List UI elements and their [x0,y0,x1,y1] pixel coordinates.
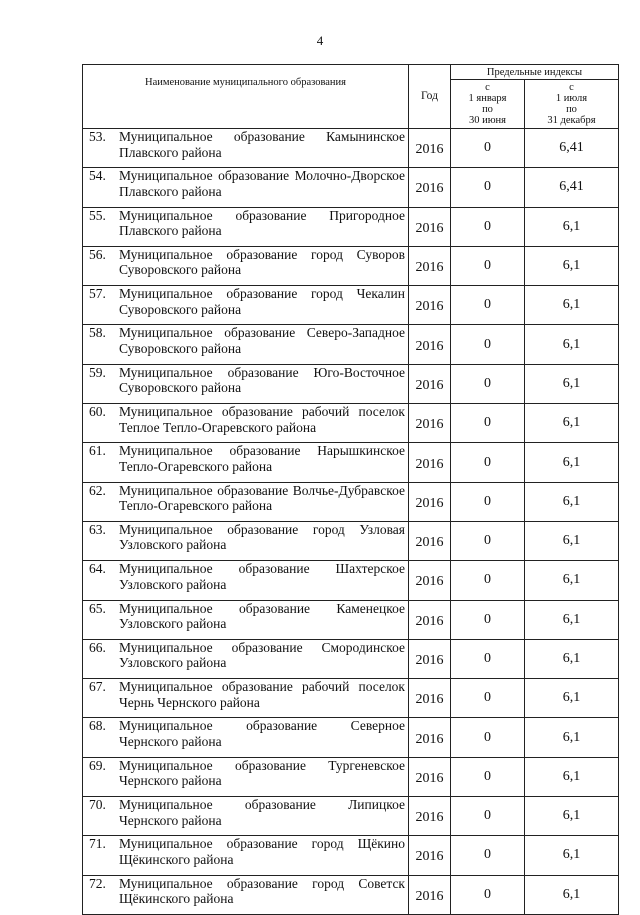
municipality-name: Муниципальное образование город Узловая Узловского района [119,521,405,553]
index-period-2-cell: 6,1 [525,482,619,521]
index-period-1-cell: 0 [451,679,525,718]
index-period-2-cell: 6,1 [525,836,619,875]
index-period-2-cell: 6,1 [525,207,619,246]
tariff-index-table [82,64,619,915]
index-period-2-cell: 6,1 [525,797,619,836]
year-cell: 2016 [409,797,451,836]
municipality-cell [83,207,409,246]
municipality-name: Муниципальное образование Волчье-Дубравское Тепло-Огаревского района [119,482,405,514]
index-period-2-cell: 6,41 [525,129,619,168]
row-number: 54. [89,168,106,184]
year-cell: 2016 [409,443,451,482]
year-cell: 2016 [409,246,451,285]
index-period-2-cell: 6,1 [525,364,619,403]
municipality-name: Муниципальное образование рабочий поселок Теплое Тепло-Огаревского района [119,404,405,435]
index-period-2-cell: 6,1 [525,757,619,796]
municipality-cell [83,836,409,875]
municipality-cell [83,561,409,600]
municipality-cell [83,168,409,207]
municipality-name: Муниципальное образование Молочно-Дворское Плавского района [119,168,405,199]
municipality-cell [83,875,409,914]
index-period-1-cell: 0 [451,718,525,757]
table-row [83,325,619,364]
table-row [83,836,619,875]
index-period-2-cell: 6,1 [525,639,619,678]
year-cell: 2016 [409,600,451,639]
index-period-1-cell: 0 [451,207,525,246]
header-period-1-line: 30 июня [468,115,507,126]
index-period-1-cell: 0 [451,482,525,521]
table-row [83,875,619,914]
year-cell: 2016 [409,325,451,364]
municipality-name: Муниципальное образование Нарышкинское Тепло-Огаревского района [119,443,405,474]
municipality-cell [83,325,409,364]
page-number: 4 [316,33,324,48]
municipality-cell [83,246,409,285]
index-period-1-cell: 0 [451,443,525,482]
table-row [83,797,619,836]
index-period-2-cell: 6,1 [525,246,619,285]
row-number: 72. [89,875,106,891]
row-number: 71. [89,836,106,852]
row-number: 61. [89,443,106,459]
municipality-name: Муниципальное образование город Щёкино Щёкинского района [119,836,405,867]
index-period-2-cell: 6,41 [525,168,619,207]
municipality-name: Муниципальное образование город Чекалин Суворовского района [119,286,405,317]
table-row [83,168,619,207]
municipality-cell [83,286,409,325]
row-number: 62. [89,482,106,498]
table-row [83,129,619,168]
index-period-1-cell: 0 [451,600,525,639]
municipality-cell [83,679,409,718]
year-cell: 2016 [409,286,451,325]
year-cell: 2016 [409,679,451,718]
municipality-name: Муниципальное образование Северное Чернского района [119,718,405,749]
index-period-2-cell: 6,1 [525,679,619,718]
index-period-1-cell: 0 [451,364,525,403]
index-period-2-cell: 6,1 [525,404,619,443]
table-row [83,404,619,443]
row-number: 64. [89,561,106,577]
table-row [83,718,619,757]
index-period-2-cell: 6,1 [525,325,619,364]
municipality-name: Муниципальное образование рабочий поселок Чернь Чернского района [119,679,405,710]
municipality-cell [83,364,409,403]
year-cell: 2016 [409,718,451,757]
municipality-name: Муниципальное образование Камынинское Плавского района [119,129,405,160]
index-period-2-cell: 6,1 [525,521,619,560]
municipality-name: Муниципальное образование Шахтерское Узловского района [119,561,405,592]
year-cell: 2016 [409,836,451,875]
municipality-cell [83,521,409,560]
row-number: 66. [89,639,106,655]
header-year: Год [409,65,451,129]
municipality-cell [83,797,409,836]
year-cell: 2016 [409,561,451,600]
header-period-2-line: по [566,104,577,115]
table-row [83,443,619,482]
year-cell: 2016 [409,168,451,207]
index-period-1-cell: 0 [451,561,525,600]
row-number: 60. [89,404,106,420]
municipality-name: Муниципальное образование Юго-Восточное Суворовского района [119,364,405,396]
year-cell: 2016 [409,639,451,678]
municipality-name: Муниципальное образование Каменецкое Узловского района [119,600,405,632]
municipality-cell [83,443,409,482]
row-number: 70. [89,797,106,813]
index-period-2-cell: 6,1 [525,443,619,482]
header-period-2 [525,80,619,129]
header-period-1 [451,80,525,129]
municipality-name: Муниципальное образование Липицкое Чернского района [119,797,405,828]
index-period-1-cell: 0 [451,404,525,443]
municipality-cell [83,757,409,796]
municipality-name: Муниципальное образование город Суворов Суворовского района [119,246,405,278]
index-period-1-cell: 0 [451,836,525,875]
header-period-2-line: с [569,82,574,93]
table-row [83,600,619,639]
index-period-2-cell: 6,1 [525,718,619,757]
municipality-cell [83,600,409,639]
table-row [83,679,619,718]
year-cell: 2016 [409,207,451,246]
row-number: 69. [89,757,106,773]
index-period-1-cell: 0 [451,325,525,364]
row-number: 63. [89,521,106,537]
index-period-1-cell: 0 [451,286,525,325]
municipality-cell [83,718,409,757]
municipality-cell [83,404,409,443]
index-period-1-cell: 0 [451,168,525,207]
index-period-1-cell: 0 [451,757,525,796]
header-row [83,65,619,80]
header-period-2-line: 1 июля [555,93,588,104]
table-row [83,207,619,246]
index-period-1-cell: 0 [451,521,525,560]
header-name: Наименование муниципального образования [83,65,409,129]
row-number: 53. [89,129,106,144]
table-row [83,286,619,325]
municipality-name: Муниципальное образование город Советск Щёкинского района [119,875,405,907]
row-number: 58. [89,325,106,341]
table-row [83,482,619,521]
table-row [83,757,619,796]
index-period-1-cell: 0 [451,129,525,168]
municipality-name: Муниципальное образование Смородинское Узловского района [119,639,405,671]
header-indexes: Предельные индексы [451,65,619,80]
municipality-cell [83,129,409,168]
header-period-1-line: 1 января [468,93,507,104]
year-cell: 2016 [409,757,451,796]
header-period-2-line: 31 декабря [547,115,596,126]
index-period-1-cell: 0 [451,875,525,914]
row-number: 59. [89,364,106,380]
table-row [83,561,619,600]
municipality-cell [83,482,409,521]
index-period-2-cell: 6,1 [525,286,619,325]
table-row [83,521,619,560]
municipality-name: Муниципальное образование Пригородное Плавского района [119,207,405,239]
index-period-2-cell: 6,1 [525,600,619,639]
row-number: 55. [89,207,106,223]
header-period-1-line: с [485,82,490,93]
year-cell: 2016 [409,129,451,168]
table-body [83,129,619,915]
municipality-cell [83,639,409,678]
year-cell: 2016 [409,875,451,914]
row-number: 57. [89,286,106,302]
row-number: 67. [89,679,106,695]
index-period-1-cell: 0 [451,639,525,678]
index-period-2-cell: 6,1 [525,561,619,600]
year-cell: 2016 [409,521,451,560]
table-row [83,364,619,403]
row-number: 56. [89,246,106,262]
municipality-name: Муниципальное образование Северо-Западное Суворовского района [119,325,405,356]
year-cell: 2016 [409,404,451,443]
row-number: 65. [89,600,106,616]
municipality-name: Муниципальное образование Тургеневское Чернского района [119,757,405,789]
index-period-1-cell: 0 [451,246,525,285]
year-cell: 2016 [409,482,451,521]
year-cell: 2016 [409,364,451,403]
header-period-1-line: по [482,104,493,115]
row-number: 68. [89,718,106,734]
index-period-2-cell: 6,1 [525,875,619,914]
index-period-1-cell: 0 [451,797,525,836]
table-row [83,246,619,285]
table-row [83,639,619,678]
